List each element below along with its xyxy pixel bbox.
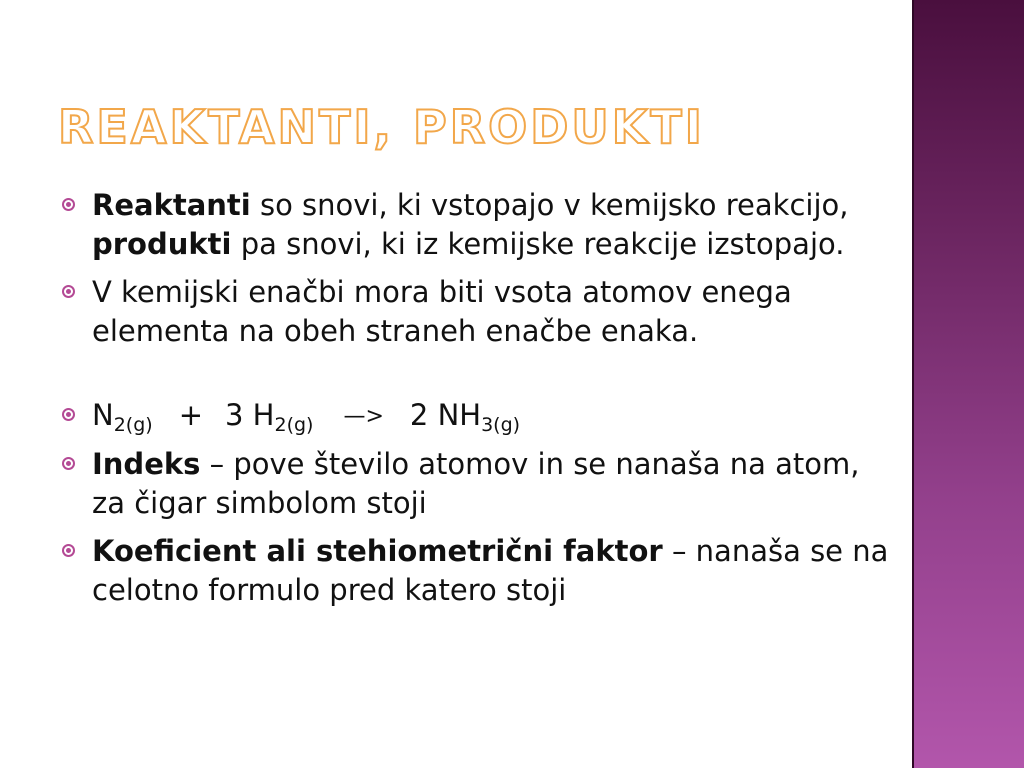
- bullet-text: – pove število atomov in se nanaša na atom, za čigar simbolom stoji: [92, 447, 860, 520]
- equation-subscript: 2(g): [274, 414, 314, 436]
- bullet-text: pa snovi, ki iz kemijske reakcije izstopajo.: [231, 227, 845, 261]
- term-koeficient: Koeficient ali stehiometrični faktor: [92, 534, 663, 568]
- equation-product-nh3: 2 NH: [409, 398, 482, 432]
- circle-bullet-icon: [62, 285, 75, 298]
- slide-title: REAKTANTI, PRODUKTI: [58, 100, 705, 154]
- circle-bullet-icon: [62, 457, 75, 470]
- decorative-side-band: [912, 0, 1024, 768]
- bullet-item-equation: [62, 396, 892, 436]
- bullet-item-balance: [62, 273, 892, 351]
- bullet-item-reactants: [62, 186, 892, 264]
- circle-bullet-icon: [62, 408, 75, 421]
- bullet-text: so snovi, ki vstopajo v kemijsko reakcijo,: [250, 188, 849, 222]
- spacer: [62, 360, 892, 396]
- bullet-item-indeks: [62, 445, 892, 523]
- term-reaktanti: Reaktanti: [92, 188, 251, 222]
- equation-arrow: —>: [343, 404, 384, 429]
- equation-subscript: 3(g): [481, 414, 521, 436]
- equation-reactant-n2: N: [92, 398, 114, 432]
- term-produkti: produkti: [92, 227, 232, 261]
- equation-reactant-h2: 3 H: [225, 398, 275, 432]
- term-indeks: Indeks: [92, 447, 201, 481]
- equation-plus: +: [178, 398, 203, 432]
- bullet-text: V kemijski enačbi mora biti vsota atomov enega elementa na obeh straneh enačbe enaka.: [92, 275, 792, 348]
- bullet-text: – nanaša se na celotno formulo pred katero stoji: [92, 534, 889, 607]
- bullet-list: [62, 186, 892, 619]
- equation-subscript: 2(g): [113, 414, 153, 436]
- bullet-item-koeficient: [62, 532, 892, 610]
- circle-bullet-icon: [62, 198, 75, 211]
- circle-bullet-icon: [62, 544, 75, 557]
